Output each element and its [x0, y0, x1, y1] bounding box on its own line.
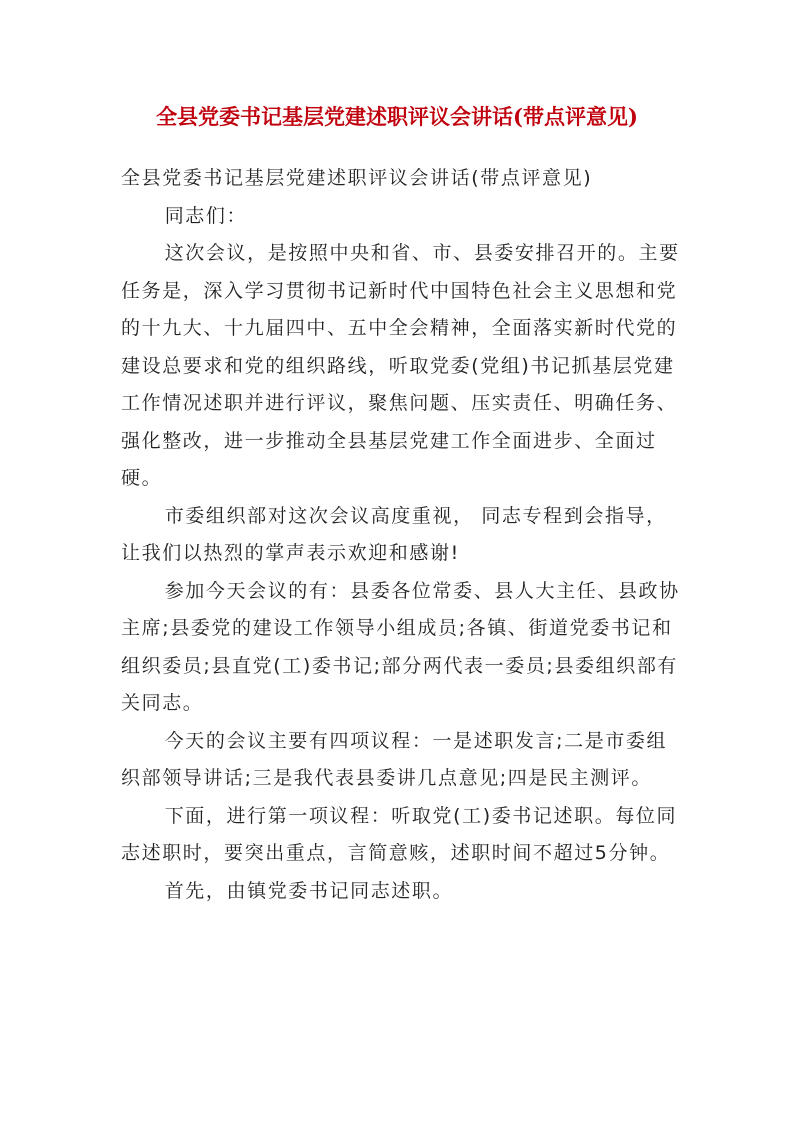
- body-paragraph: 参加今天会议的有：县委各位常委、县人大主任、县政协主席;县委党的建设工作领导小组成员;各镇、街道党委书记和组织委员;县直党(工)委书记;部分两代表一委员;县委组织部有关同志。: [121, 579, 680, 714]
- body-paragraph: 今天的会议主要有四项议程：一是述职发言;二是市委组织部领导讲话;三是我代表县委讲几点意见;四是民主测评。: [121, 729, 668, 789]
- body-paragraph: 下面，进行第一项议程：听取党(工)委书记述职。每位同志述职时，要突出重点，言简意赅，述职时间不超过5分钟。: [121, 804, 678, 864]
- salutation-paragraph: 同志们：: [164, 204, 248, 227]
- document-body: [121, 160, 687, 910]
- body-paragraph: 这次会议，是按照中央和省、市、县委安排召开的。主要任务是，深入学习贯彻书记新时代中国特色社会主义思想和党的十九大、十九届四中、五中全会精神，全面落实新时代党的建设总要求和党的组织路线，听取党委(党组)书记抓基层党建工作情况述职并进行评议，聚焦问题、压实责任、明确任务、强化整改，进一步推动全县基层党建工作全面进步、全面过硬。: [121, 242, 680, 489]
- body-paragraph: 市委组织部对这次会议高度重视， 同志专程到会指导，让我们以热烈的掌声表示欢迎和感谢!: [121, 504, 667, 564]
- body-paragraph: 首先，由镇党委书记同志述职。: [164, 879, 454, 902]
- subtitle-paragraph: 全县党委书记基层党建述职评议会讲话(带点评意见): [121, 167, 593, 189]
- document-title: 全县党委书记基层党建述职评议会讲话(带点评意见): [156, 104, 638, 129]
